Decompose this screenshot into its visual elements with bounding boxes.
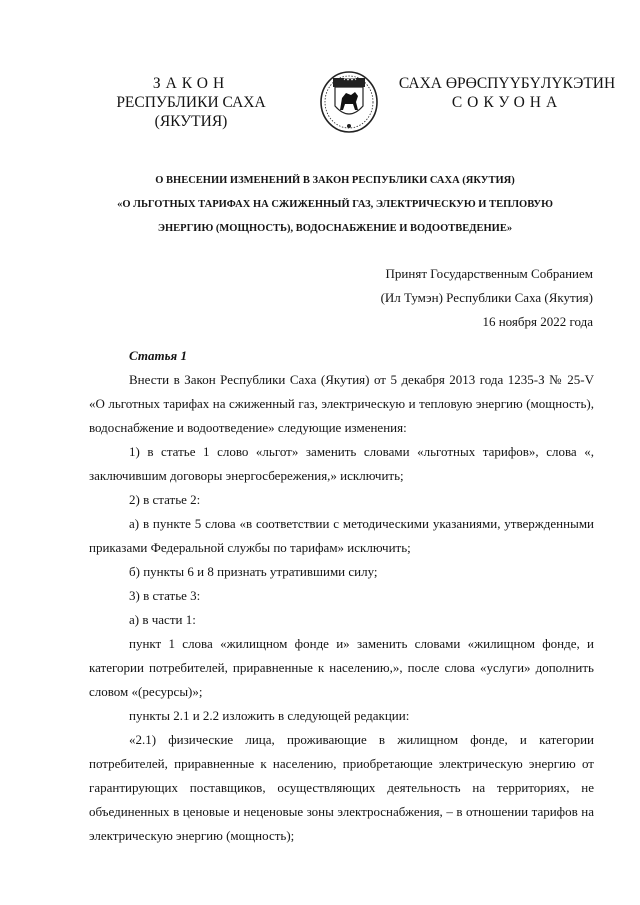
paragraph: «2.1) физические лица, проживающие в жилищном фонде, и категории потребителей, приравненные к населению, приобретающие электрическую энергию от гарантирующих поставщиков, осуществляющих деятельность на территориях, не объединенных в ценовые и неценовые зоны электроснабжения, – в отношении тарифов на электрическую энергию (мощность); [89,732,594,843]
article-heading: Статья 1 [129,348,187,363]
law-label: ЗАКОН [152,75,230,92]
paragraph: б) пункты 6 и 8 признать утратившими силу; [129,564,378,579]
adoption-line-2: (Ил Тумэн) Республики Саха (Якутия) [380,290,593,305]
paragraph: 1) в статье 1 слово «льгот» заменить словами «льготных тарифов», слова «, заключившим договоры энергосбережения,» исключить; [89,444,594,483]
paragraph: пункты 2.1 и 2.2 изложить в следующей редакции: [129,708,410,723]
coat-of-arms-icon [318,66,380,134]
paragraph: пункт 1 слова «жилищном фонде и» заменить словами «жилищном фонде, и категории потребителей, приравненные к населению,», после слова «услуги» дополнить словом «(ресурсы)»; [89,636,594,699]
law-title [90,169,580,241]
paragraph: 2) в статье 2: [129,492,201,507]
republic-name: РЕСПУБЛИКИ САХА (ЯКУТИЯ) [116,94,266,130]
paragraph: а) в пункте 5 слова «в соответствии с методическими указаниями, утвержденными приказами Федеральной службы по тарифам» исключить; [89,516,594,555]
title-line-2: «О ЛЬГОТНЫХ ТАРИФАХ НА СЖИЖЕННЫЙ ГАЗ, ЭЛЕКТРИЧЕСКУЮ И ТЕПЛОВУЮ [117,199,553,210]
paragraph: 3) в статье 3: [129,588,201,603]
paragraph: а) в части 1: [129,612,196,627]
title-line-3: ЭНЕРГИЮ (МОЩНОСТЬ), ВОДОСНАБЖЕНИЕ И ВОДООТВЕДЕНИЕ» [157,223,513,234]
header-right [398,74,616,112]
law-label-yakut: СОКУОНА [451,94,563,111]
adoption-date: 16 ноября 2022 года [482,314,593,329]
paragraph: Внести в Закон Республики Саха (Якутия) от 5 декабря 2013 года 1235-З № 25-V «О льготных тарифах на сжиженный газ, электрическую и тепловую энергию (мощность), водоснабжение и водоотведение» следующие изменения: [89,372,594,435]
law-body [89,344,594,848]
republic-name-yakut: САХА ӨРӨСПҮҮБҮЛҮКЭТИН [398,75,616,92]
adoption-line-1: Принят Государственным Собранием [385,266,593,281]
adoption-block [340,262,593,334]
header-left [96,74,286,131]
title-line-1: О ВНЕСЕНИИ ИЗМЕНЕНИЙ В ЗАКОН РЕСПУБЛИКИ САХА (ЯКУТИЯ) [155,175,515,186]
